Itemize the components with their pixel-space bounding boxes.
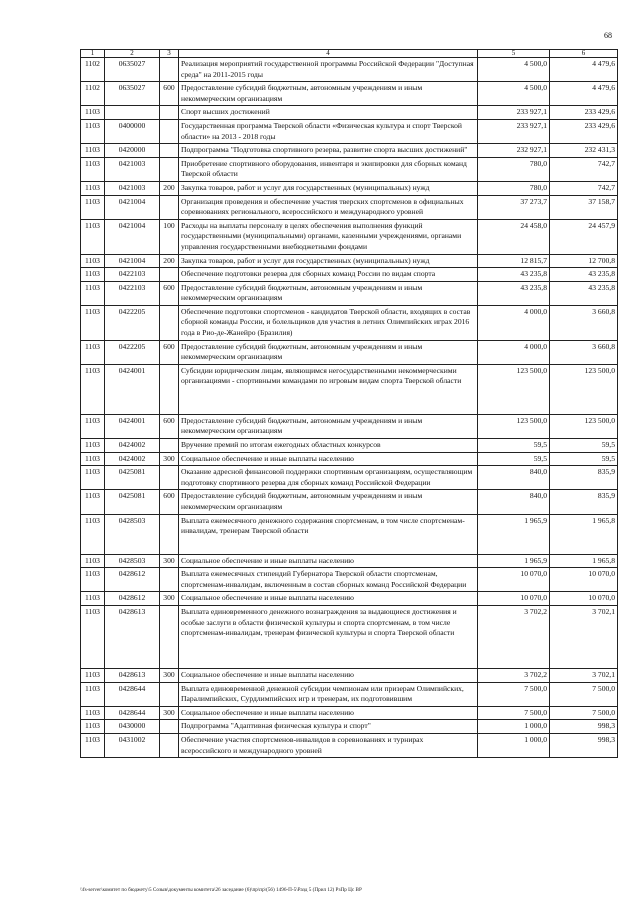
planned-amount-cell: 24 458,0 — [478, 219, 550, 254]
expense-type-code-cell — [160, 514, 179, 554]
table-row — [81, 514, 618, 554]
target-article-code-cell: 0421004 — [105, 254, 160, 268]
target-article-code-cell: 0424002 — [105, 452, 160, 466]
executed-amount-cell: 3 702,1 — [550, 668, 618, 682]
executed-amount-cell: 43 235,8 — [550, 268, 618, 282]
executed-amount-cell: 233 429,6 — [550, 106, 618, 120]
expense-type-code-cell — [160, 157, 179, 181]
expense-type-code-cell: 600 — [160, 340, 179, 364]
planned-amount-cell: 3 702,2 — [478, 668, 550, 682]
expense-type-code-cell: 300 — [160, 706, 179, 720]
expense-type-code-cell — [160, 268, 179, 282]
planned-amount-cell: 1 965,9 — [478, 514, 550, 554]
footer-file-path: \\fs-server\комитет по бюджету\5 Созыв\документы комитета\26 заседание (6)\пр\пр\(56) 1496-П-5\Разд 5 (Прил 12) РзПр Цс ВР — [80, 887, 362, 893]
target-article-code-cell: 0422205 — [105, 305, 160, 340]
expense-type-code-cell — [160, 144, 179, 158]
planned-amount-cell: 123 500,0 — [478, 364, 550, 414]
expense-type-code-cell: 300 — [160, 668, 179, 682]
planned-amount-cell: 10 070,0 — [478, 568, 550, 592]
section-code-cell: 1103 — [81, 554, 105, 568]
expense-type-code-cell — [160, 305, 179, 340]
expense-type-code-cell — [160, 195, 179, 219]
expense-type-code-cell — [160, 119, 179, 143]
table-row — [81, 340, 618, 364]
planned-amount-cell: 3 702,2 — [478, 605, 550, 668]
section-code-cell: 1103 — [81, 144, 105, 158]
planned-amount-cell: 4 000,0 — [478, 340, 550, 364]
section-code-cell: 1102 — [81, 58, 105, 82]
budget-table-body — [81, 50, 618, 758]
executed-amount-cell: 59,5 — [550, 439, 618, 453]
planned-amount-cell: 43 235,8 — [478, 281, 550, 305]
section-code-cell: 1103 — [81, 568, 105, 592]
executed-amount-cell: 742,7 — [550, 181, 618, 195]
planned-amount-cell: 1 000,0 — [478, 733, 550, 757]
target-article-code-cell: 0428613 — [105, 605, 160, 668]
executed-amount-cell: 10 070,0 — [550, 568, 618, 592]
planned-amount-cell: 4 000,0 — [478, 305, 550, 340]
section-code-cell: 1103 — [81, 119, 105, 143]
column-number: 6 — [550, 50, 618, 58]
section-code-cell: 1103 — [81, 706, 105, 720]
table-row — [81, 58, 618, 82]
executed-amount-cell: 742,7 — [550, 157, 618, 181]
planned-amount-cell: 780,0 — [478, 157, 550, 181]
expense-name-cell: Предоставление субсидий бюджетным, автономным учреждениям и иным некоммерческим организациям — [179, 82, 478, 106]
section-code-cell: 1103 — [81, 157, 105, 181]
table-row — [81, 452, 618, 466]
executed-amount-cell: 59,5 — [550, 452, 618, 466]
section-code-cell: 1103 — [81, 219, 105, 254]
table-row — [81, 195, 618, 219]
planned-amount-cell: 233 927,1 — [478, 106, 550, 120]
page-number: 68 — [604, 31, 612, 40]
section-code-cell: 1103 — [81, 668, 105, 682]
section-code-cell: 1103 — [81, 106, 105, 120]
expense-type-code-cell: 600 — [160, 414, 179, 438]
target-article-code-cell: 0428612 — [105, 568, 160, 592]
executed-amount-cell: 4 479,6 — [550, 58, 618, 82]
expense-type-code-cell: 200 — [160, 181, 179, 195]
expense-name-cell: Вручение премий по итогам ежегодных областных конкурсов — [179, 439, 478, 453]
executed-amount-cell: 3 702,1 — [550, 605, 618, 668]
column-number: 2 — [105, 50, 160, 58]
column-number: 4 — [179, 50, 478, 58]
table-row — [81, 466, 618, 490]
column-number: 5 — [478, 50, 550, 58]
planned-amount-cell: 43 235,8 — [478, 268, 550, 282]
target-article-code-cell: 0400000 — [105, 119, 160, 143]
table-row — [81, 439, 618, 453]
section-code-cell: 1103 — [81, 592, 105, 606]
planned-amount-cell: 59,5 — [478, 452, 550, 466]
target-article-code-cell: 0635027 — [105, 58, 160, 82]
executed-amount-cell: 835,9 — [550, 490, 618, 514]
target-article-code-cell — [105, 106, 160, 120]
planned-amount-cell: 7 500,0 — [478, 682, 550, 706]
executed-amount-cell: 10 070,0 — [550, 592, 618, 606]
expense-type-code-cell: 600 — [160, 490, 179, 514]
executed-amount-cell: 4 479,6 — [550, 82, 618, 106]
section-code-cell: 1103 — [81, 281, 105, 305]
target-article-code-cell: 0431002 — [105, 733, 160, 757]
column-number-row — [81, 50, 618, 58]
expense-name-cell: Приобретение спортивного оборудования, инвентаря и экипировки для сборных команд Тверской области — [179, 157, 478, 181]
planned-amount-cell: 7 500,0 — [478, 706, 550, 720]
expense-name-cell: Выплата единовременного денежного вознаграждения за выдающиеся достижения и особые заслуги в области физической культуры и спорта спортсменам, в том числе спортсменам-инвалидам, тренерам физической культуры и спорта Тверской области — [179, 605, 478, 668]
expense-type-code-cell — [160, 682, 179, 706]
expense-type-code-cell: 100 — [160, 219, 179, 254]
expense-name-cell: Предоставление субсидий бюджетным, автономным учреждениям и иным некоммерческим организациям — [179, 490, 478, 514]
planned-amount-cell: 233 927,1 — [478, 119, 550, 143]
section-code-cell: 1103 — [81, 340, 105, 364]
table-row — [81, 592, 618, 606]
planned-amount-cell: 12 815,7 — [478, 254, 550, 268]
target-article-code-cell: 0425081 — [105, 466, 160, 490]
expense-name-cell: Подпрограмма "Подготовка спортивного резерва, развитие спорта высших достижений" — [179, 144, 478, 158]
expense-name-cell: Закупка товаров, работ и услуг для государственных (муниципальных) нужд — [179, 181, 478, 195]
section-code-cell: 1102 — [81, 82, 105, 106]
planned-amount-cell: 232 927,1 — [478, 144, 550, 158]
executed-amount-cell: 233 429,6 — [550, 119, 618, 143]
expense-name-cell: Закупка товаров, работ и услуг для государственных (муниципальных) нужд — [179, 254, 478, 268]
section-code-cell: 1103 — [81, 605, 105, 668]
expense-name-cell: Социальное обеспечение и иные выплаты населению — [179, 452, 478, 466]
expense-name-cell: Государственная программа Тверской области «Физическая культура и спорт Тверской области» на 2013 - 2018 годы — [179, 119, 478, 143]
table-row — [81, 157, 618, 181]
executed-amount-cell: 43 235,8 — [550, 281, 618, 305]
executed-amount-cell: 998,3 — [550, 733, 618, 757]
table-row — [81, 414, 618, 438]
executed-amount-cell: 3 660,8 — [550, 340, 618, 364]
section-code-cell: 1103 — [81, 305, 105, 340]
table-row — [81, 720, 618, 734]
expense-name-cell: Выплата ежемесячного денежного содержания спортсменам, в том числе спортсменам-инвалидам, тренерам Тверской области — [179, 514, 478, 554]
executed-amount-cell: 835,9 — [550, 466, 618, 490]
planned-amount-cell: 4 500,0 — [478, 82, 550, 106]
table-row — [81, 281, 618, 305]
target-article-code-cell: 0424001 — [105, 364, 160, 414]
target-article-code-cell: 0430000 — [105, 720, 160, 734]
planned-amount-cell: 780,0 — [478, 181, 550, 195]
expense-name-cell: Обеспечение подготовки спортсменов - кандидатов Тверской области, входящих в состав сборной команды России, и болельщиков для участия в летних Олимпийских играх 2016 года в Рио-де-Жанейро (Бразилия) — [179, 305, 478, 340]
column-number: 3 — [160, 50, 179, 58]
target-article-code-cell: 0421003 — [105, 157, 160, 181]
expense-name-cell: Расходы на выплаты персоналу в целях обеспечения выполнения функций государственными (муниципальными) органами, казенными учреждениями, органами управления государственными внебюджетными фондами — [179, 219, 478, 254]
expense-type-code-cell: 300 — [160, 452, 179, 466]
expense-type-code-cell — [160, 439, 179, 453]
expense-name-cell: Предоставление субсидий бюджетным, автономным учреждениям и иным некоммерческим организациям — [179, 340, 478, 364]
table-row — [81, 568, 618, 592]
planned-amount-cell: 840,0 — [478, 490, 550, 514]
table-row — [81, 254, 618, 268]
table-row — [81, 490, 618, 514]
expense-type-code-cell — [160, 466, 179, 490]
section-code-cell: 1103 — [81, 682, 105, 706]
expense-name-cell: Выплата ежемесячных стипендий Губернатора Тверской области спортсменам, спортсменам-инвалидам, включенным в состав сборных команд Российской Федерации — [179, 568, 478, 592]
planned-amount-cell: 840,0 — [478, 466, 550, 490]
expense-name-cell: Подпрограмма "Адаптивная физическая культура и спорт" — [179, 720, 478, 734]
executed-amount-cell: 7 500,0 — [550, 706, 618, 720]
target-article-code-cell: 0428503 — [105, 554, 160, 568]
expense-name-cell: Социальное обеспечение и иные выплаты населению — [179, 554, 478, 568]
expense-type-code-cell — [160, 605, 179, 668]
table-row — [81, 682, 618, 706]
expense-type-code-cell: 300 — [160, 554, 179, 568]
executed-amount-cell: 24 457,9 — [550, 219, 618, 254]
target-article-code-cell: 0421004 — [105, 195, 160, 219]
table-row — [81, 305, 618, 340]
expense-type-code-cell — [160, 364, 179, 414]
executed-amount-cell: 232 431,3 — [550, 144, 618, 158]
executed-amount-cell: 37 158,7 — [550, 195, 618, 219]
target-article-code-cell: 0428503 — [105, 514, 160, 554]
planned-amount-cell: 1 965,9 — [478, 554, 550, 568]
target-article-code-cell: 0422103 — [105, 281, 160, 305]
expense-name-cell: Оказание адресной финансовой поддержки спортивным организациям, осуществляющим подготовку спортивного резерва для сборных команд Российской Федерации — [179, 466, 478, 490]
table-row — [81, 82, 618, 106]
executed-amount-cell: 7 500,0 — [550, 682, 618, 706]
target-article-code-cell: 0422205 — [105, 340, 160, 364]
planned-amount-cell: 4 500,0 — [478, 58, 550, 82]
table-row — [81, 364, 618, 414]
planned-amount-cell: 37 273,7 — [478, 195, 550, 219]
executed-amount-cell: 1 965,8 — [550, 554, 618, 568]
expense-name-cell: Обеспечение подготовки резерва для сборных команд России по видам спорта — [179, 268, 478, 282]
expense-name-cell: Предоставление субсидий бюджетным, автономным учреждениям и иным некоммерческим организациям — [179, 414, 478, 438]
planned-amount-cell: 10 070,0 — [478, 592, 550, 606]
expense-type-code-cell — [160, 106, 179, 120]
target-article-code-cell: 0428644 — [105, 682, 160, 706]
expense-name-cell: Субсидии юридическим лицам, являющимся негосударственными некоммерческими организациями - спортивными командами по игровым видам спорта Тверской области — [179, 364, 478, 414]
expense-type-code-cell: 300 — [160, 592, 179, 606]
target-article-code-cell: 0428613 — [105, 668, 160, 682]
table-row — [81, 106, 618, 120]
column-number: 1 — [81, 50, 105, 58]
section-code-cell: 1103 — [81, 733, 105, 757]
target-article-code-cell: 0428612 — [105, 592, 160, 606]
executed-amount-cell: 3 660,8 — [550, 305, 618, 340]
section-code-cell: 1103 — [81, 254, 105, 268]
target-article-code-cell: 0420000 — [105, 144, 160, 158]
expense-name-cell: Предоставление субсидий бюджетным, автономным учреждениям и иным некоммерческим организациям — [179, 281, 478, 305]
executed-amount-cell: 1 965,8 — [550, 514, 618, 554]
budget-table — [80, 49, 618, 758]
planned-amount-cell: 59,5 — [478, 439, 550, 453]
table-row — [81, 605, 618, 668]
table-row — [81, 181, 618, 195]
target-article-code-cell: 0424001 — [105, 414, 160, 438]
expense-name-cell: Социальное обеспечение и иные выплаты населению — [179, 706, 478, 720]
table-row — [81, 144, 618, 158]
expense-name-cell: Организация проведения и обеспечение участия тверских спортсменов в официальных соревнованиях регионального, всероссийского и международного уровней — [179, 195, 478, 219]
expense-type-code-cell: 600 — [160, 281, 179, 305]
section-code-cell: 1103 — [81, 452, 105, 466]
expense-type-code-cell: 200 — [160, 254, 179, 268]
target-article-code-cell: 0428644 — [105, 706, 160, 720]
table-row — [81, 668, 618, 682]
table-row — [81, 733, 618, 757]
expense-type-code-cell — [160, 733, 179, 757]
section-code-cell: 1103 — [81, 439, 105, 453]
section-code-cell: 1103 — [81, 268, 105, 282]
section-code-cell: 1103 — [81, 181, 105, 195]
expense-name-cell: Обеспечение участия спортсменов-инвалидов в соревнованиях и турнирах всероссийского и международного уровней — [179, 733, 478, 757]
expense-name-cell: Реализация мероприятий государственной программы Российской Федерации "Доступная среда" на 2011-2015 годы — [179, 58, 478, 82]
target-article-code-cell: 0421003 — [105, 181, 160, 195]
table-row — [81, 706, 618, 720]
executed-amount-cell: 12 700,8 — [550, 254, 618, 268]
expense-type-code-cell — [160, 568, 179, 592]
executed-amount-cell: 123 500,0 — [550, 364, 618, 414]
expense-name-cell: Социальное обеспечение и иные выплаты населению — [179, 668, 478, 682]
target-article-code-cell: 0635027 — [105, 82, 160, 106]
section-code-cell: 1103 — [81, 466, 105, 490]
table-row — [81, 268, 618, 282]
target-article-code-cell: 0424002 — [105, 439, 160, 453]
executed-amount-cell: 998,3 — [550, 720, 618, 734]
target-article-code-cell: 0425081 — [105, 490, 160, 514]
expense-name-cell: Социальное обеспечение и иные выплаты населению — [179, 592, 478, 606]
section-code-cell: 1103 — [81, 364, 105, 414]
expense-type-code-cell — [160, 720, 179, 734]
executed-amount-cell: 123 500,0 — [550, 414, 618, 438]
expense-name-cell: Спорт высших достижений — [179, 106, 478, 120]
expense-type-code-cell: 600 — [160, 82, 179, 106]
section-code-cell: 1103 — [81, 514, 105, 554]
section-code-cell: 1103 — [81, 490, 105, 514]
expense-name-cell: Выплата единовременной денежной субсидии чемпионам или призерам Олимпийских, Паралимпийских, Сурдлимпийских игр и тренерам, их подготовившим — [179, 682, 478, 706]
section-code-cell: 1103 — [81, 720, 105, 734]
planned-amount-cell: 123 500,0 — [478, 414, 550, 438]
planned-amount-cell: 1 000,0 — [478, 720, 550, 734]
target-article-code-cell: 0422103 — [105, 268, 160, 282]
table-row — [81, 119, 618, 143]
table-row — [81, 554, 618, 568]
table-row — [81, 219, 618, 254]
section-code-cell: 1103 — [81, 414, 105, 438]
section-code-cell: 1103 — [81, 195, 105, 219]
target-article-code-cell: 0421004 — [105, 219, 160, 254]
expense-type-code-cell — [160, 58, 179, 82]
